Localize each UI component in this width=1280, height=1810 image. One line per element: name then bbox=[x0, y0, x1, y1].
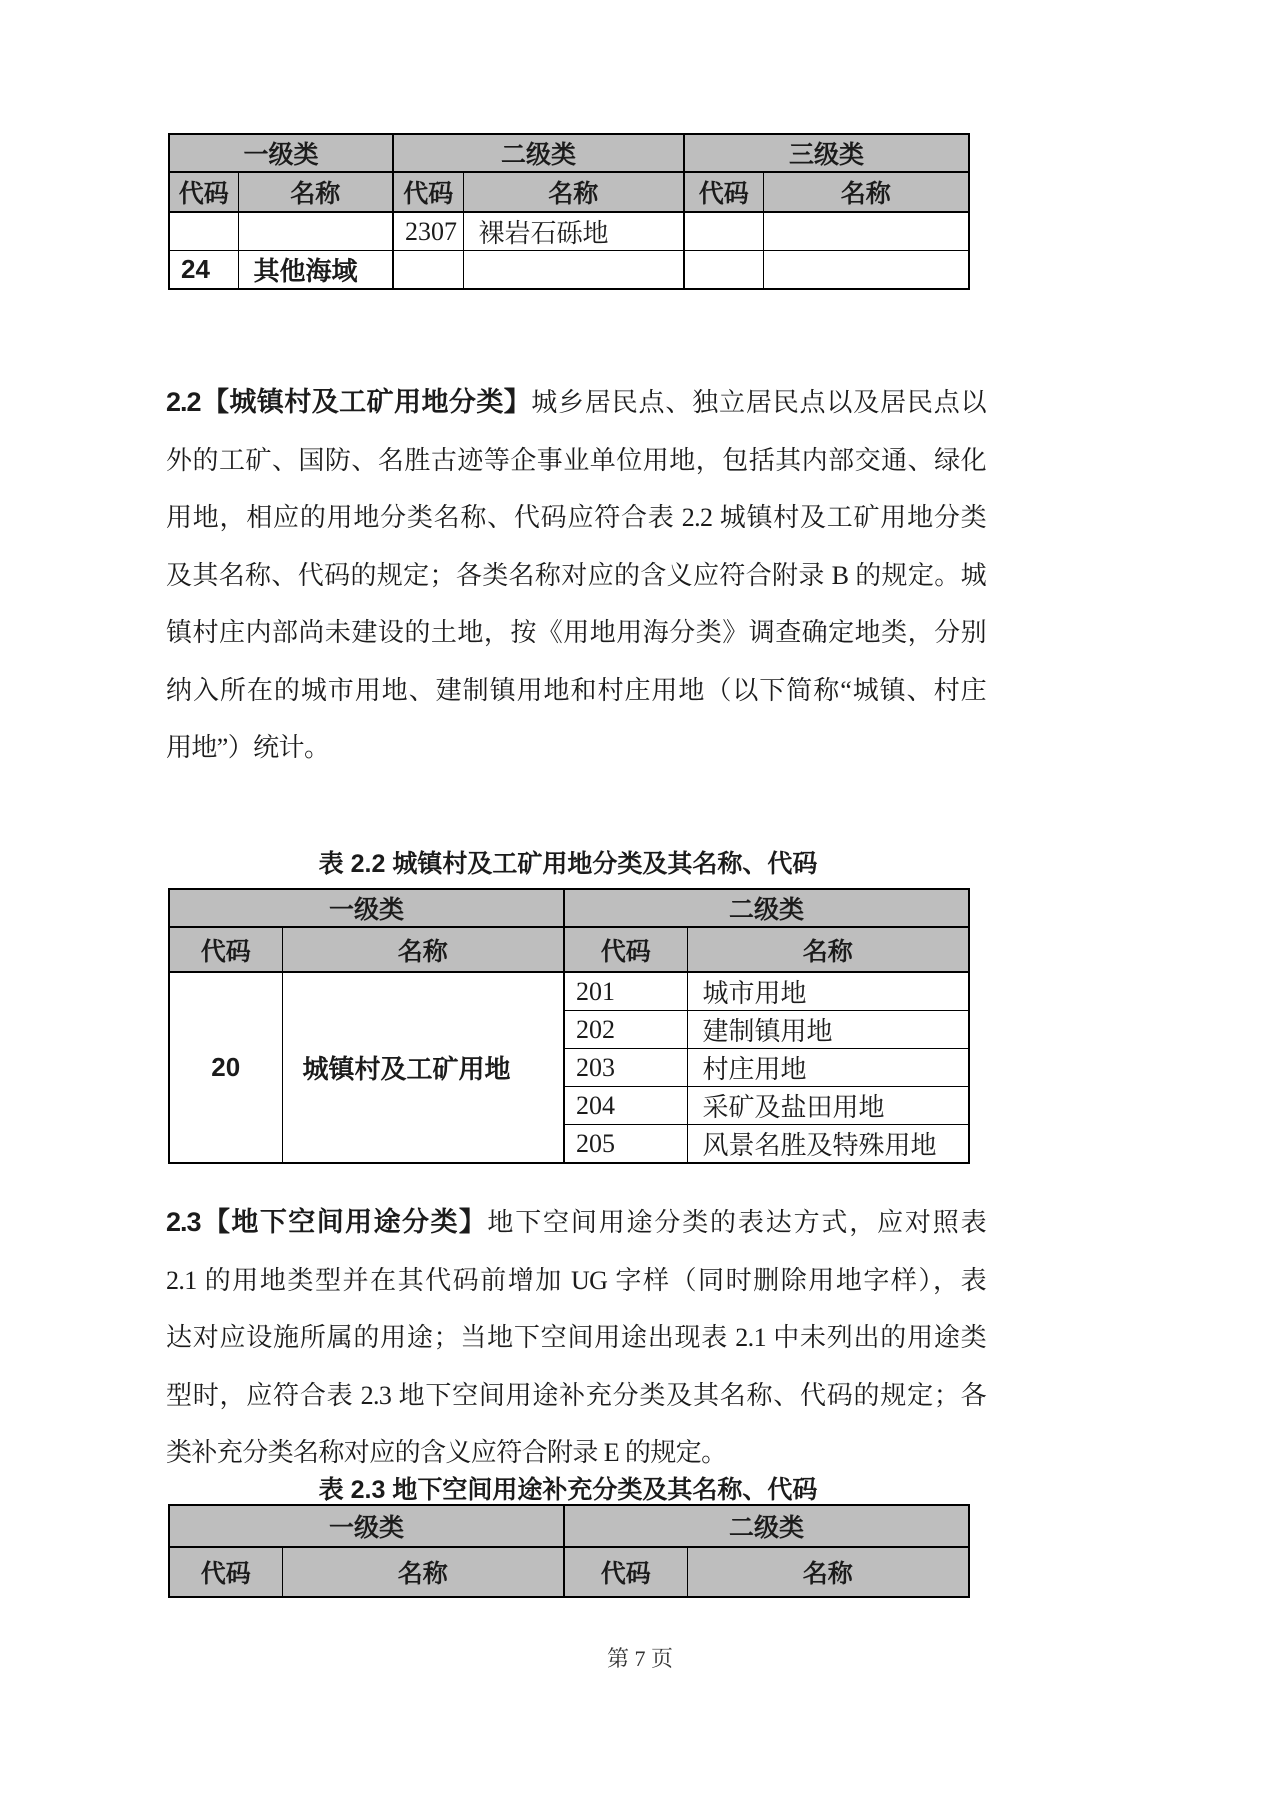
cell-l2-code bbox=[393, 251, 463, 290]
paragraph-line: 纳入所在的城市用地、建制镇用地和村庄用地（以下简称“城镇、村庄 bbox=[166, 675, 986, 705]
paragraph-line bbox=[166, 374, 986, 432]
paragraph-line: 型时，应符合表 2.3 地下空间用途补充分类及其名称、代码的规定；各 bbox=[166, 1380, 986, 1410]
group-header-row bbox=[169, 134, 969, 172]
group-header-level1: 一级类 bbox=[169, 134, 393, 172]
column-header-name: 名称 bbox=[282, 1547, 564, 1597]
cell-l1-name: 城镇村及工矿用地 bbox=[282, 972, 564, 1163]
table-row bbox=[169, 251, 969, 290]
cell-l3-code bbox=[684, 212, 763, 251]
table-2-3 bbox=[168, 1504, 970, 1598]
group-header-row bbox=[169, 1505, 969, 1547]
column-header-name: 名称 bbox=[282, 927, 564, 972]
table-row bbox=[169, 212, 969, 251]
sub-header-row bbox=[169, 927, 969, 972]
section-2-2-heading: 2.2【城镇村及工矿用地分类】 bbox=[166, 387, 532, 417]
cell-l1-name: 其他海域 bbox=[238, 251, 393, 290]
cell-l2-name: 村庄用地 bbox=[687, 1049, 969, 1087]
group-header-level1: 一级类 bbox=[169, 889, 564, 927]
column-header-code: 代码 bbox=[564, 1547, 687, 1597]
cell-l3-name bbox=[763, 212, 969, 251]
column-header-name: 名称 bbox=[687, 927, 969, 972]
paragraph-line: 类补充分类名称对应的含义应符合附录 E 的规定。 bbox=[166, 1438, 727, 1467]
group-header-level2: 二级类 bbox=[564, 1505, 969, 1547]
sub-header-row bbox=[169, 1547, 969, 1597]
table-2-2-wrap bbox=[168, 888, 970, 1164]
section-2-3-heading: 2.3【地下空间用途分类】 bbox=[166, 1207, 488, 1237]
column-header-code: 代码 bbox=[169, 172, 238, 212]
paragraph-text: 地下空间用途分类的表达方式，应对照表 bbox=[487, 1208, 986, 1237]
cell-l1-name bbox=[238, 212, 393, 251]
sub-header-row bbox=[169, 172, 969, 212]
cell-l1-code: 24 bbox=[169, 251, 238, 290]
group-header-row bbox=[169, 889, 969, 927]
paragraph-line: 2.1 的用地类型并在其代码前增加 UG 字样（同时删除用地字样），表 bbox=[166, 1265, 986, 1295]
cell-l1-code: 20 bbox=[169, 972, 282, 1163]
paragraph-line: 用地”）统计。 bbox=[166, 733, 330, 762]
paragraph-line: 及其名称、代码的规定；各类名称对应的含义应符合附录 B 的规定。城 bbox=[166, 560, 986, 590]
table-2-3-wrap bbox=[168, 1504, 970, 1598]
column-header-code: 代码 bbox=[684, 172, 763, 212]
column-header-code: 代码 bbox=[564, 927, 687, 972]
group-header-level2: 二级类 bbox=[393, 134, 684, 172]
column-header-code: 代码 bbox=[393, 172, 463, 212]
column-header-code: 代码 bbox=[169, 1547, 282, 1597]
table-2-3-caption: 表 2.3 地下空间用途补充分类及其名称、代码 bbox=[318, 1476, 818, 1504]
group-header-level3: 三级类 bbox=[684, 134, 969, 172]
group-header-level2: 二级类 bbox=[564, 889, 969, 927]
section-2-2-paragraph bbox=[166, 374, 986, 777]
cell-l2-name bbox=[463, 251, 684, 290]
top-continuation-table-wrap bbox=[168, 133, 970, 290]
cell-l2-name: 采矿及盐田用地 bbox=[687, 1087, 969, 1125]
cell-l2-code: 202 bbox=[564, 1011, 687, 1049]
cell-l2-code: 201 bbox=[564, 972, 687, 1011]
cell-l2-code: 204 bbox=[564, 1087, 687, 1125]
column-header-name: 名称 bbox=[463, 172, 684, 212]
column-header-code: 代码 bbox=[169, 927, 282, 972]
table-2-2-caption: 表 2.2 城镇村及工矿用地分类及其名称、代码 bbox=[318, 850, 818, 878]
column-header-name: 名称 bbox=[763, 172, 969, 212]
section-2-3-paragraph bbox=[166, 1194, 986, 1482]
cell-l2-name: 城市用地 bbox=[687, 972, 969, 1011]
cell-l1-code bbox=[169, 212, 238, 251]
table-row bbox=[169, 972, 969, 1011]
column-header-name: 名称 bbox=[687, 1547, 969, 1597]
table-2-2 bbox=[168, 888, 970, 1164]
cell-l2-name: 裸岩石砾地 bbox=[463, 212, 684, 251]
cell-l3-code bbox=[684, 251, 763, 290]
column-header-name: 名称 bbox=[238, 172, 393, 212]
cell-l2-code: 2307 bbox=[393, 212, 463, 251]
group-header-level1: 一级类 bbox=[169, 1505, 564, 1547]
paragraph-line bbox=[166, 1194, 986, 1252]
cell-l2-name: 建制镇用地 bbox=[687, 1011, 969, 1049]
cell-l2-code: 203 bbox=[564, 1049, 687, 1087]
cell-l3-name bbox=[763, 251, 969, 290]
paragraph-line: 达对应设施所属的用途；当地下空间用途出现表 2.1 中未列出的用途类 bbox=[166, 1323, 986, 1352]
paragraph-line: 外的工矿、国防、名胜古迹等企事业单位用地，包括其内部交通、绿化 bbox=[166, 445, 986, 475]
cell-l2-name: 风景名胜及特殊用地 bbox=[687, 1125, 969, 1164]
paragraph-line: 镇村庄内部尚未建设的土地，按《用地用海分类》调查确定地类，分别 bbox=[166, 618, 986, 647]
top-continuation-table bbox=[168, 133, 970, 290]
paragraph-line: 用地，相应的用地分类名称、代码应符合表 2.2 城镇村及工矿用地分类 bbox=[166, 503, 986, 532]
page-number: 第 7 页 bbox=[606, 1646, 673, 1671]
cell-l2-code: 205 bbox=[564, 1125, 687, 1164]
paragraph-text: 城乡居民点、独立居民点以及居民点以 bbox=[531, 388, 986, 417]
